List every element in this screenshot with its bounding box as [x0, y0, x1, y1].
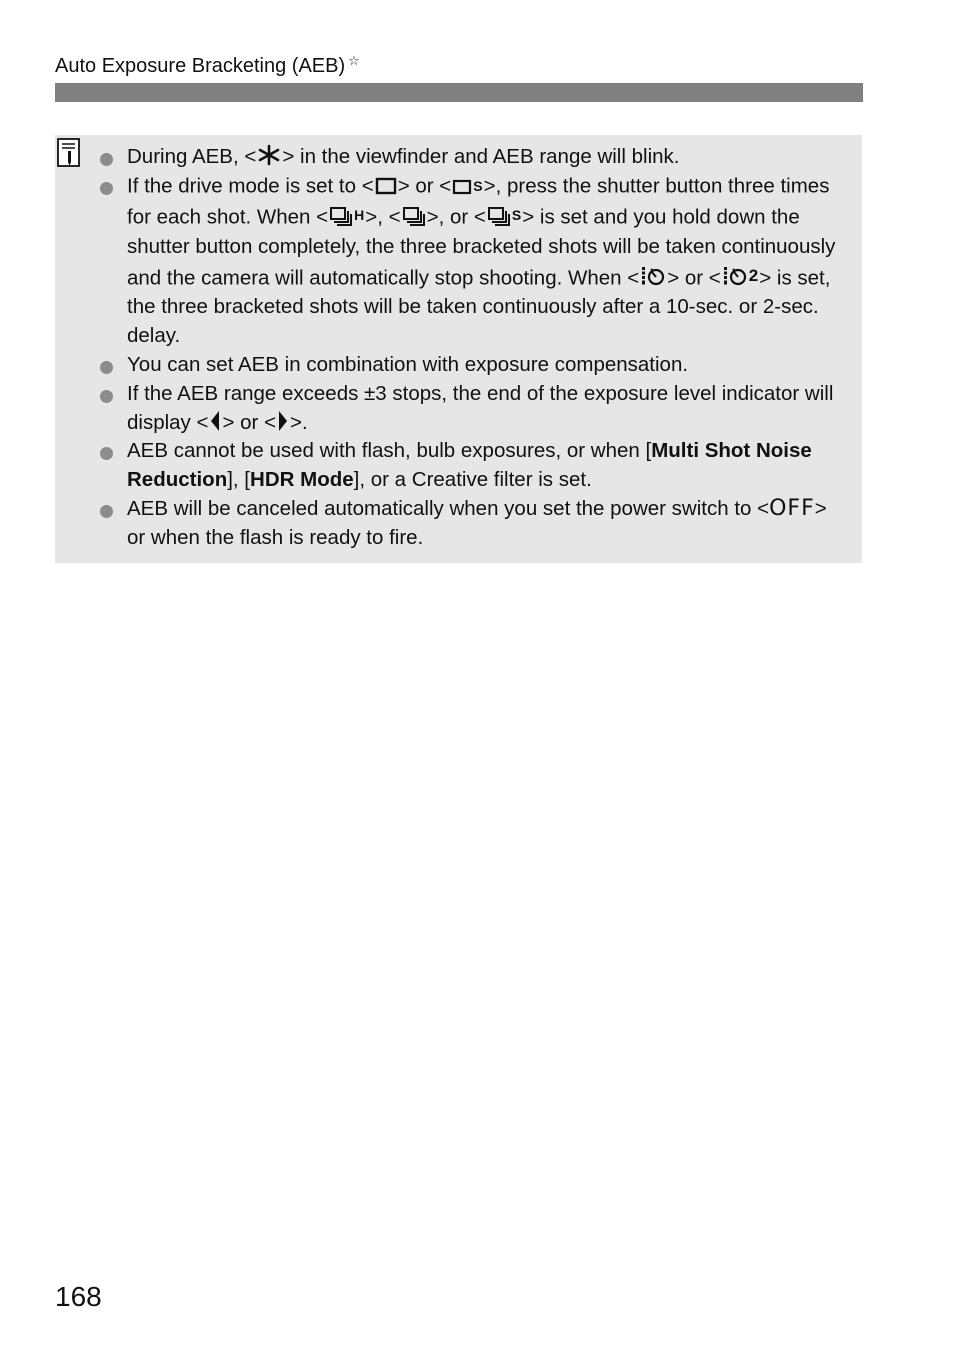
high-speed-continuous-icon: H	[329, 201, 364, 230]
flash-exposure-lock-icon	[257, 144, 281, 166]
note-box	[55, 135, 862, 563]
note-item: If the drive mode is set to < > or < S >, press the shutter button three times for each shot. When < H >, < >, or < S > is set and you hold down the shutter button completely, the three bracketed shots will be taken continuously and the camera will automatically stop shooting. When < > or < 2 > is set, the three bracketed shots will be taken continuously after a 10-sec. or 2-sec. delay.	[127, 172, 847, 351]
self-timer-2sec-icon: 2	[722, 262, 758, 291]
silent-continuous-icon: S	[487, 201, 521, 230]
single-shooting-icon	[375, 177, 397, 195]
self-timer-10sec-icon	[640, 265, 666, 287]
power-off-symbol: OFF	[769, 496, 815, 522]
low-speed-continuous-icon	[402, 205, 426, 227]
header-rule	[55, 83, 863, 102]
note-item: AEB cannot be used with flash, bulb exposures, or when [Multi Shot Noise Reduction], [HDR Mode], or a Creative filter is set.	[127, 437, 847, 495]
memo-icon	[57, 137, 81, 169]
note-item: If the AEB range exceeds ±3 stops, the end of the exposure level indicator will display < > or < >.	[127, 380, 847, 438]
section-title: Auto Exposure Bracketing (AEB)	[55, 55, 346, 77]
page-number: 168	[55, 1281, 102, 1312]
silent-single-shooting-icon: S	[452, 172, 482, 201]
note-item: You can set AEB in combination with exposure compensation.	[127, 351, 847, 380]
right-triangle-icon	[277, 410, 289, 432]
note-list	[127, 143, 847, 553]
note-item: AEB will be canceled automatically when you set the power switch to <OFF> or when the flash is ready to fire.	[127, 495, 847, 553]
note-item: During AEB, < > in the viewfinder and AEB range will blink.	[127, 143, 847, 172]
section-header	[55, 49, 360, 78]
left-triangle-icon	[209, 410, 221, 432]
advanced-star-icon: ☆	[348, 53, 360, 68]
